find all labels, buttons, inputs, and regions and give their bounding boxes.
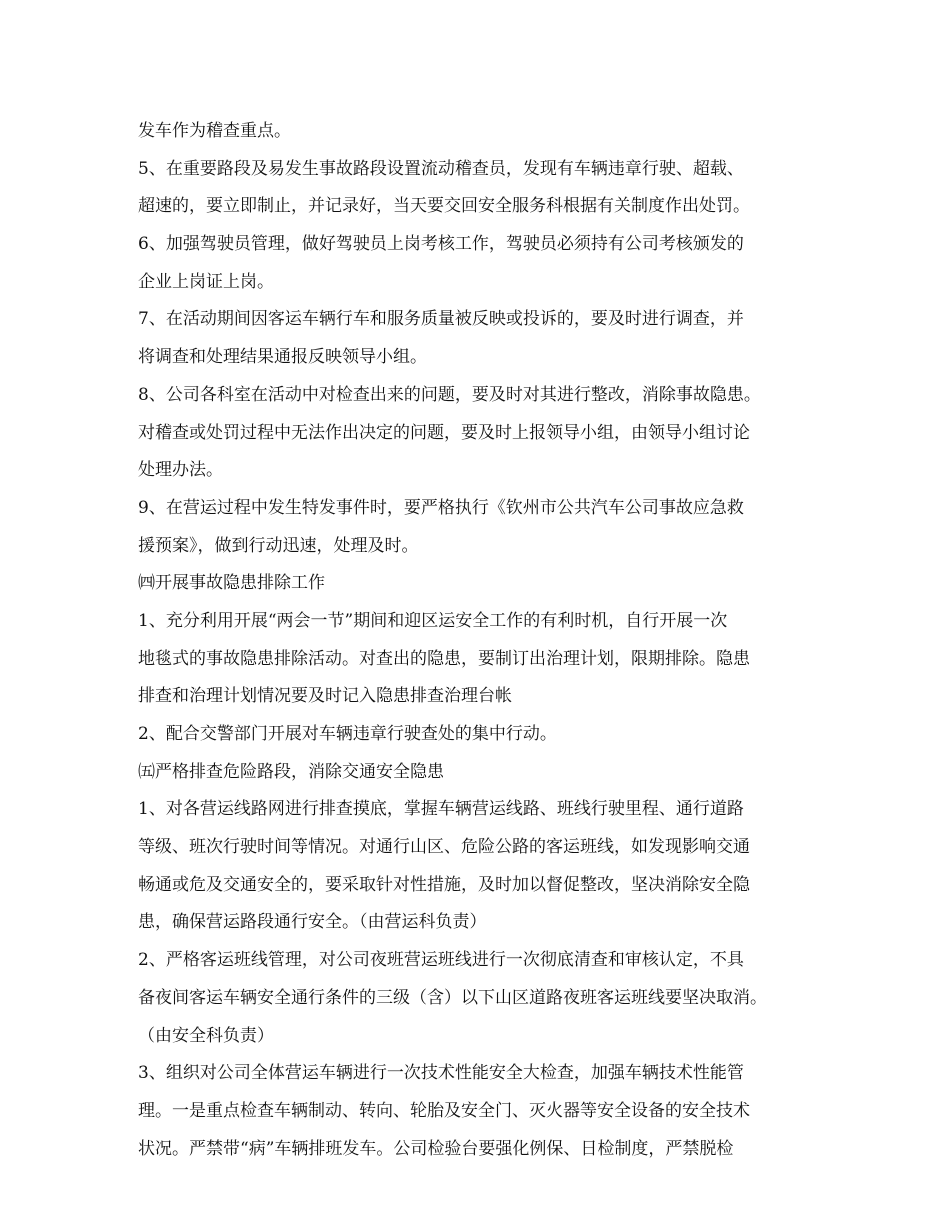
text-line: 2、配合交警部门开展对车辆违章行驶查处的集中行动。: [138, 724, 557, 744]
section-heading: ㈤严格排查危险路段，消除交通安全隐患: [138, 761, 444, 782]
text-line: 理。一是重点检查车辆制动、转向、轮胎及安全门、灭火器等安全设备的安全技术: [138, 1100, 750, 1121]
text-line: 2、严格客运班线管理，对公司夜班营运班线进行一次彻底清查和审核认定，不具: [138, 950, 744, 971]
text-line: 处理办法。: [138, 460, 223, 481]
text-line: 1、充分利用开展“两会一节”期间和迎区运安全工作的有利时机，自行开展一次: [138, 610, 728, 631]
text-line: 备夜间客运车辆安全通行条件的三级（含）以下山区道路夜班客运班线要坚决取消。: [138, 987, 767, 1008]
text-line: 1、对各营运线路网进行排查摸底，掌握车辆营运线路、班线行驶里程、通行道路: [138, 799, 744, 820]
text-line: 患，确保营运路段通行安全。（由营运科负责）: [138, 912, 487, 933]
text-line: 畅通或危及交通安全的，要采取针对性措施，及时加以督促整改，坚决消除安全隐: [138, 874, 750, 895]
text-line: 9、在营运过程中发生特发事件时，要严格执行《钦州市公共汽车公司事故应急救: [138, 497, 744, 518]
text-line: 7、在活动期间因客运车辆行车和服务质量被反映或投诉的，要及时进行调查，并: [138, 309, 744, 330]
text-line: 将调查和处理结果通报反映领导小组。: [138, 347, 427, 368]
text-line: 6、加强驾驶员管理，做好驾驶员上岗考核工作，驾驶员必须持有公司考核颁发的: [138, 234, 744, 255]
text-line: 发车作为稽查重点。: [138, 121, 291, 141]
text-line: 援预案》，做到行动迅速，处理及时。: [138, 535, 419, 556]
text-line: 状况。严禁带“病”车辆排班发车。公司检验台要强化例保、日检制度，严禁脱检: [138, 1138, 734, 1159]
text-line: 3、组织对公司全体营运车辆进行一次技术性能安全大检查，加强车辆技术性能管: [138, 1063, 744, 1084]
document-body: [138, 113, 828, 1168]
text-line: （由安全科负责）: [138, 1025, 274, 1046]
text-line: 排查和治理计划情况要及时记入隐患排查治理台帐: [138, 686, 512, 707]
text-line: 5、在重要路段及易发生事故路段设置流动稽查员，发现有车辆违章行驶、超载、: [138, 158, 744, 179]
text-line: 企业上岗证上岗。: [138, 271, 274, 292]
section-heading: ㈣开展事故隐患排除工作: [138, 573, 325, 594]
text-line: 地毯式的事故隐患排除活动。对查出的隐患，要制订出治理计划，限期排除。隐患: [138, 648, 750, 669]
text-line: 8、公司各科室在活动中对检查出来的问题，要及时对其进行整改，消除事故隐患。: [138, 384, 761, 405]
text-line: 等级、班次行驶时间等情况。对通行山区、危险公路的客运班线，如发现影响交通: [138, 837, 750, 858]
text-line: 对稽查或处罚过程中无法作出决定的问题，要及时上报领导小组，由领导小组讨论: [138, 422, 750, 443]
text-line: 超速的，要立即制止，并记录好，当天要交回安全服务科根据有关制度作出处罚。: [138, 196, 750, 217]
